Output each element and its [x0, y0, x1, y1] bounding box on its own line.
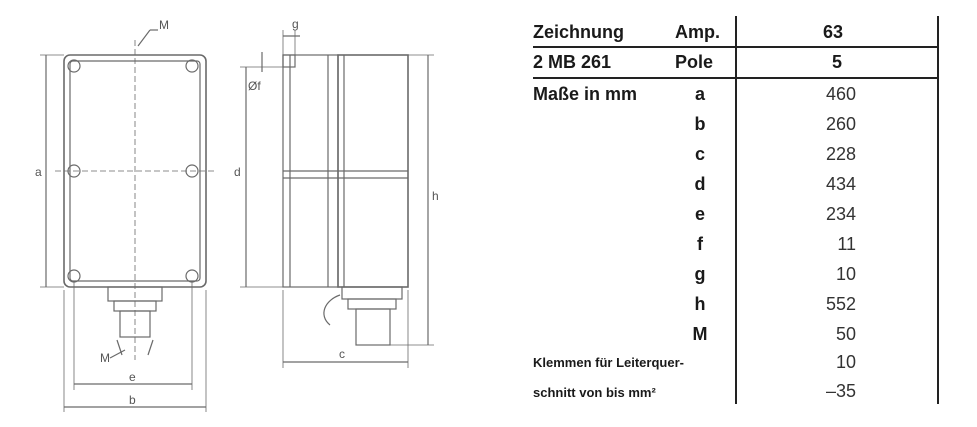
- dim-label-d: d: [234, 165, 241, 179]
- dim-label-M-top: M: [159, 18, 169, 32]
- header-amp-value: 63: [823, 22, 844, 42]
- header-pole-label: Pole: [675, 52, 714, 72]
- row-value: 260: [825, 114, 856, 134]
- row-value: 552: [825, 294, 856, 314]
- row-label: h: [694, 294, 706, 314]
- row-label: e: [694, 204, 705, 224]
- terminal-note-line2: schnitt von bis mm²: [533, 385, 656, 400]
- dim-label-f: Øf: [248, 79, 261, 93]
- header-amp-label: Amp.: [675, 22, 720, 42]
- row-label: g: [694, 264, 706, 284]
- row-label: b: [694, 114, 706, 134]
- column-divider: [937, 16, 939, 404]
- header-pole-value: 5: [832, 52, 843, 72]
- row-value: 434: [825, 174, 856, 194]
- row-value: 50: [835, 324, 856, 344]
- dim-label-a: a: [35, 165, 42, 179]
- row-label: f: [697, 234, 703, 254]
- terminal-note-line1: Klemmen für Leiterquer-: [533, 355, 684, 370]
- row-label: M: [692, 324, 708, 344]
- row-label: d: [694, 174, 706, 194]
- terminal-note-value1: 10: [835, 352, 856, 372]
- terminal-note-value2: –35: [825, 381, 856, 401]
- row-label: a: [694, 84, 705, 104]
- row-value: 460: [825, 84, 856, 104]
- dim-label-e: e: [129, 370, 136, 384]
- row-value: 10: [835, 264, 856, 284]
- row-value: 228: [825, 144, 856, 164]
- dim-label-h: h: [432, 189, 439, 203]
- section-label: Maße in mm: [533, 84, 638, 104]
- dim-label-M-bottom: M: [100, 351, 110, 365]
- row-value: 11: [837, 234, 856, 254]
- header-drawing-label: Zeichnung: [533, 22, 624, 42]
- column-divider: [735, 16, 737, 404]
- dim-label-g: g: [292, 17, 299, 31]
- dim-label-b: b: [129, 393, 136, 407]
- dim-label-c: c: [339, 347, 345, 361]
- row-value: 234: [825, 204, 856, 224]
- row-label: c: [694, 144, 705, 164]
- header-drawing-number: 2 MB 261: [533, 52, 612, 72]
